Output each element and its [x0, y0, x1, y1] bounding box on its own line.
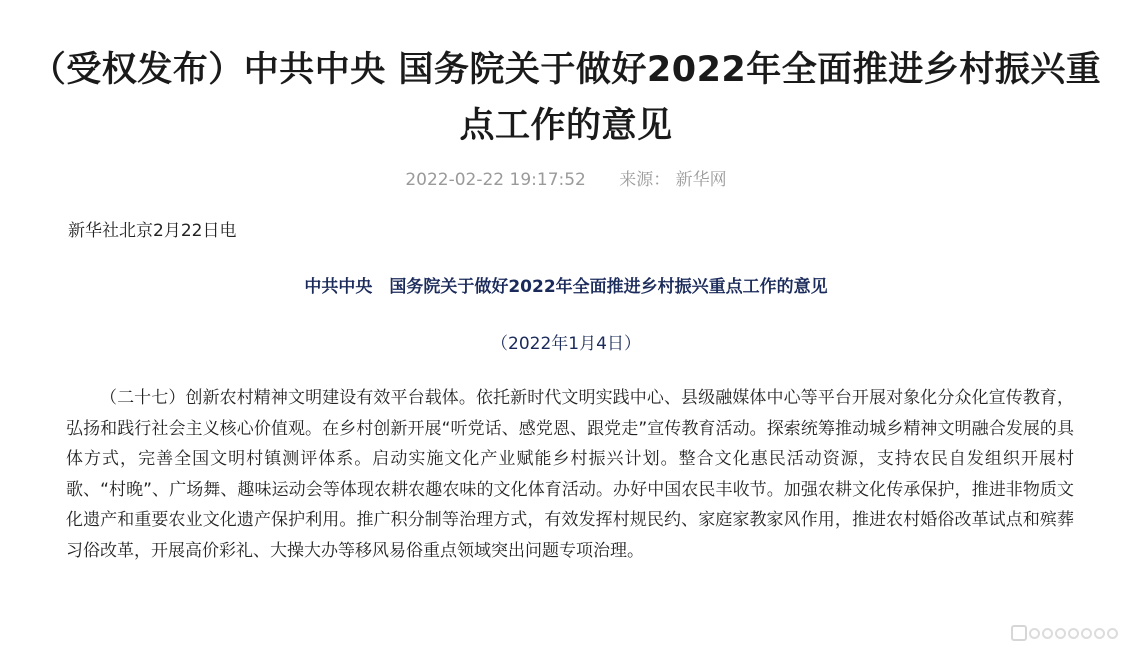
news-dateline: 新华社北京2月22日电: [68, 221, 237, 241]
watermark-dot-icon: [1081, 628, 1092, 639]
watermark-dot-icon: [1094, 628, 1105, 639]
watermark-icon: [1011, 625, 1118, 641]
publish-date: 2022-02-22 19:17:52: [405, 170, 586, 190]
watermark-dot-icon: [1029, 628, 1040, 639]
watermark-logo-icon: [1011, 625, 1027, 641]
watermark-dot-icon: [1068, 628, 1079, 639]
watermark-dot-icon: [1107, 628, 1118, 639]
article-meta: [0, 167, 1132, 193]
watermark-dot-icon: [1042, 628, 1053, 639]
article-source: 来源： 新华网: [619, 170, 727, 190]
document-date: （2022年1月4日）: [491, 334, 641, 354]
document-title: 中共中央 国务院关于做好2022年全面推进乡村振兴重点工作的意见: [304, 277, 828, 297]
watermark-dot-icon: [1055, 628, 1066, 639]
article-title: （受权发布）中共中央 国务院关于做好2022年全面推进乡村振兴重点工作的意见: [30, 50, 1102, 146]
body-paragraph: （二十七）创新农村精神文明建设有效平台载体。依托新时代文明实践中心、县级融媒体中心等平台开展对象化分众化宣传教育，弘扬和践行社会主义核心价值观。在乡村创新开展“听党话、感党恩、跟党走”宣传教育活动。探索统筹推动城乡精神文明融合发展的具体方式，完善全国文明村镇测评体系。启动实施文化产业赋能乡村振兴计划。整合文化惠民活动资源，支持农民自发组织开展村歌、“村晚”、广场舞、趣味运动会等体现农耕农趣农味的文化体育活动。办好中国农民丰收节。加强农耕文化传承保护，推进非物质文化遗产和重要农业文化遗产保护利用。推广积分制等治理方式，有效发挥村规民约、家庭家教家风作用，推进农村婚俗改革试点和殡葬习俗改革，开展高价彩礼、大操大办等移风易俗重点领域突出问题专项治理。: [66, 388, 1074, 561]
